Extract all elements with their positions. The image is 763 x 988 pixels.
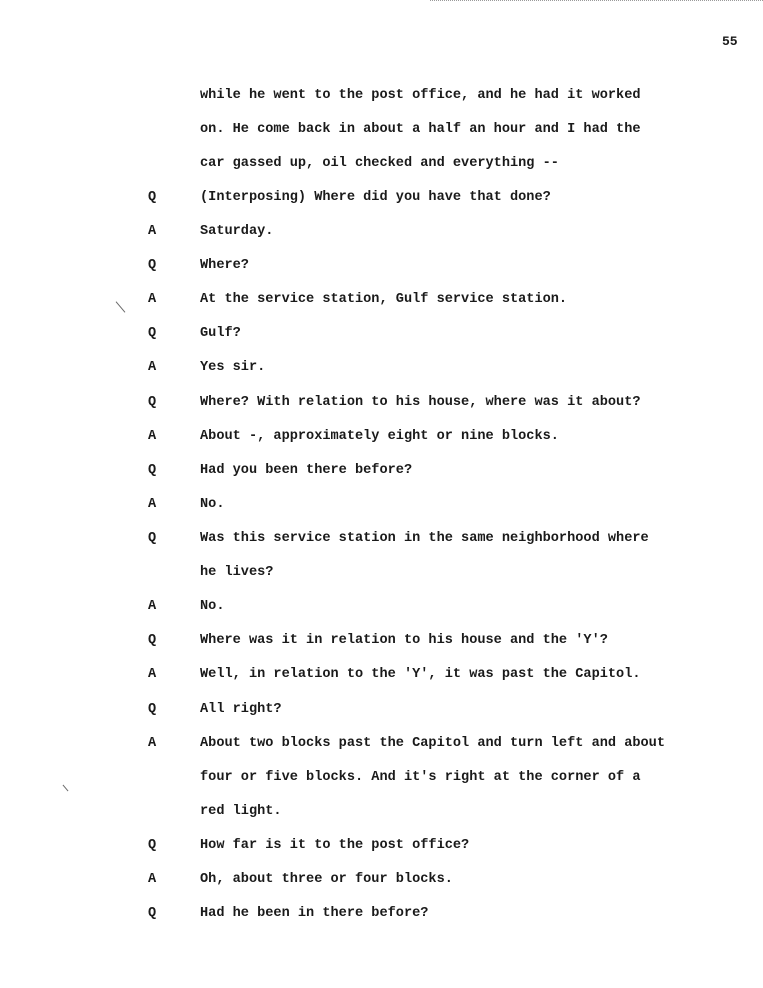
line-text: Where? With relation to his house, where was it about? xyxy=(200,395,641,410)
line-text: No. xyxy=(200,497,225,512)
line-text: while he went to the post office, and he had it worked xyxy=(200,88,641,103)
speaker-label: A xyxy=(148,736,157,751)
speaker-label: A xyxy=(148,429,157,444)
line-text: Gulf? xyxy=(200,326,241,341)
page-number: 55 xyxy=(722,34,738,49)
line-text: About two blocks past the Capitol and turn left and about xyxy=(200,736,665,751)
line-text: All right? xyxy=(200,702,282,717)
speaker-label: Q xyxy=(148,258,157,273)
speaker-label: A xyxy=(148,292,157,307)
speaker-label: A xyxy=(148,667,157,682)
line-text: About -, approximately eight or nine blocks. xyxy=(200,429,559,444)
line-text: he lives? xyxy=(200,565,274,580)
line-text: Oh, about three or four blocks. xyxy=(200,872,453,887)
speaker-label: Q xyxy=(148,326,157,341)
line-text: No. xyxy=(200,599,225,614)
line-text: Yes sir. xyxy=(200,360,266,375)
line-text: Where was it in relation to his house and the 'Y'? xyxy=(200,633,608,648)
line-text: Was this service station in the same neighborhood where xyxy=(200,531,649,546)
line-text: Where? xyxy=(200,258,249,273)
line-text: Well, in relation to the 'Y', it was past the Capitol. xyxy=(200,667,641,682)
line-text: (Interposing) Where did you have that done? xyxy=(200,190,551,205)
line-text: How far is it to the post office? xyxy=(200,838,470,853)
speaker-label: Q xyxy=(148,395,157,410)
line-text: Had he been in there before? xyxy=(200,906,429,921)
line-text: Had you been there before? xyxy=(200,463,413,478)
margin-pencil-mark xyxy=(63,785,69,792)
speaker-label: A xyxy=(148,497,157,512)
speaker-label: Q xyxy=(148,633,157,648)
line-text: four or five blocks. And it's right at the corner of a xyxy=(200,770,641,785)
margin-pencil-mark xyxy=(116,301,126,312)
top-edge-rule xyxy=(430,0,763,1)
speaker-label: A xyxy=(148,872,157,887)
speaker-label: Q xyxy=(148,906,157,921)
speaker-label: A xyxy=(148,360,157,375)
speaker-label: A xyxy=(148,224,157,239)
speaker-label: Q xyxy=(148,702,157,717)
speaker-label: Q xyxy=(148,531,157,546)
speaker-label: Q xyxy=(148,838,157,853)
line-text: on. He come back in about a half an hour and I had the xyxy=(200,122,641,137)
speaker-label: A xyxy=(148,599,157,614)
speaker-label: Q xyxy=(148,190,157,205)
line-text: red light. xyxy=(200,804,282,819)
line-text: At the service station, Gulf service station. xyxy=(200,292,568,307)
line-text: Saturday. xyxy=(200,224,274,239)
line-text: car gassed up, oil checked and everything -- xyxy=(200,156,559,171)
speaker-label: Q xyxy=(148,463,157,478)
